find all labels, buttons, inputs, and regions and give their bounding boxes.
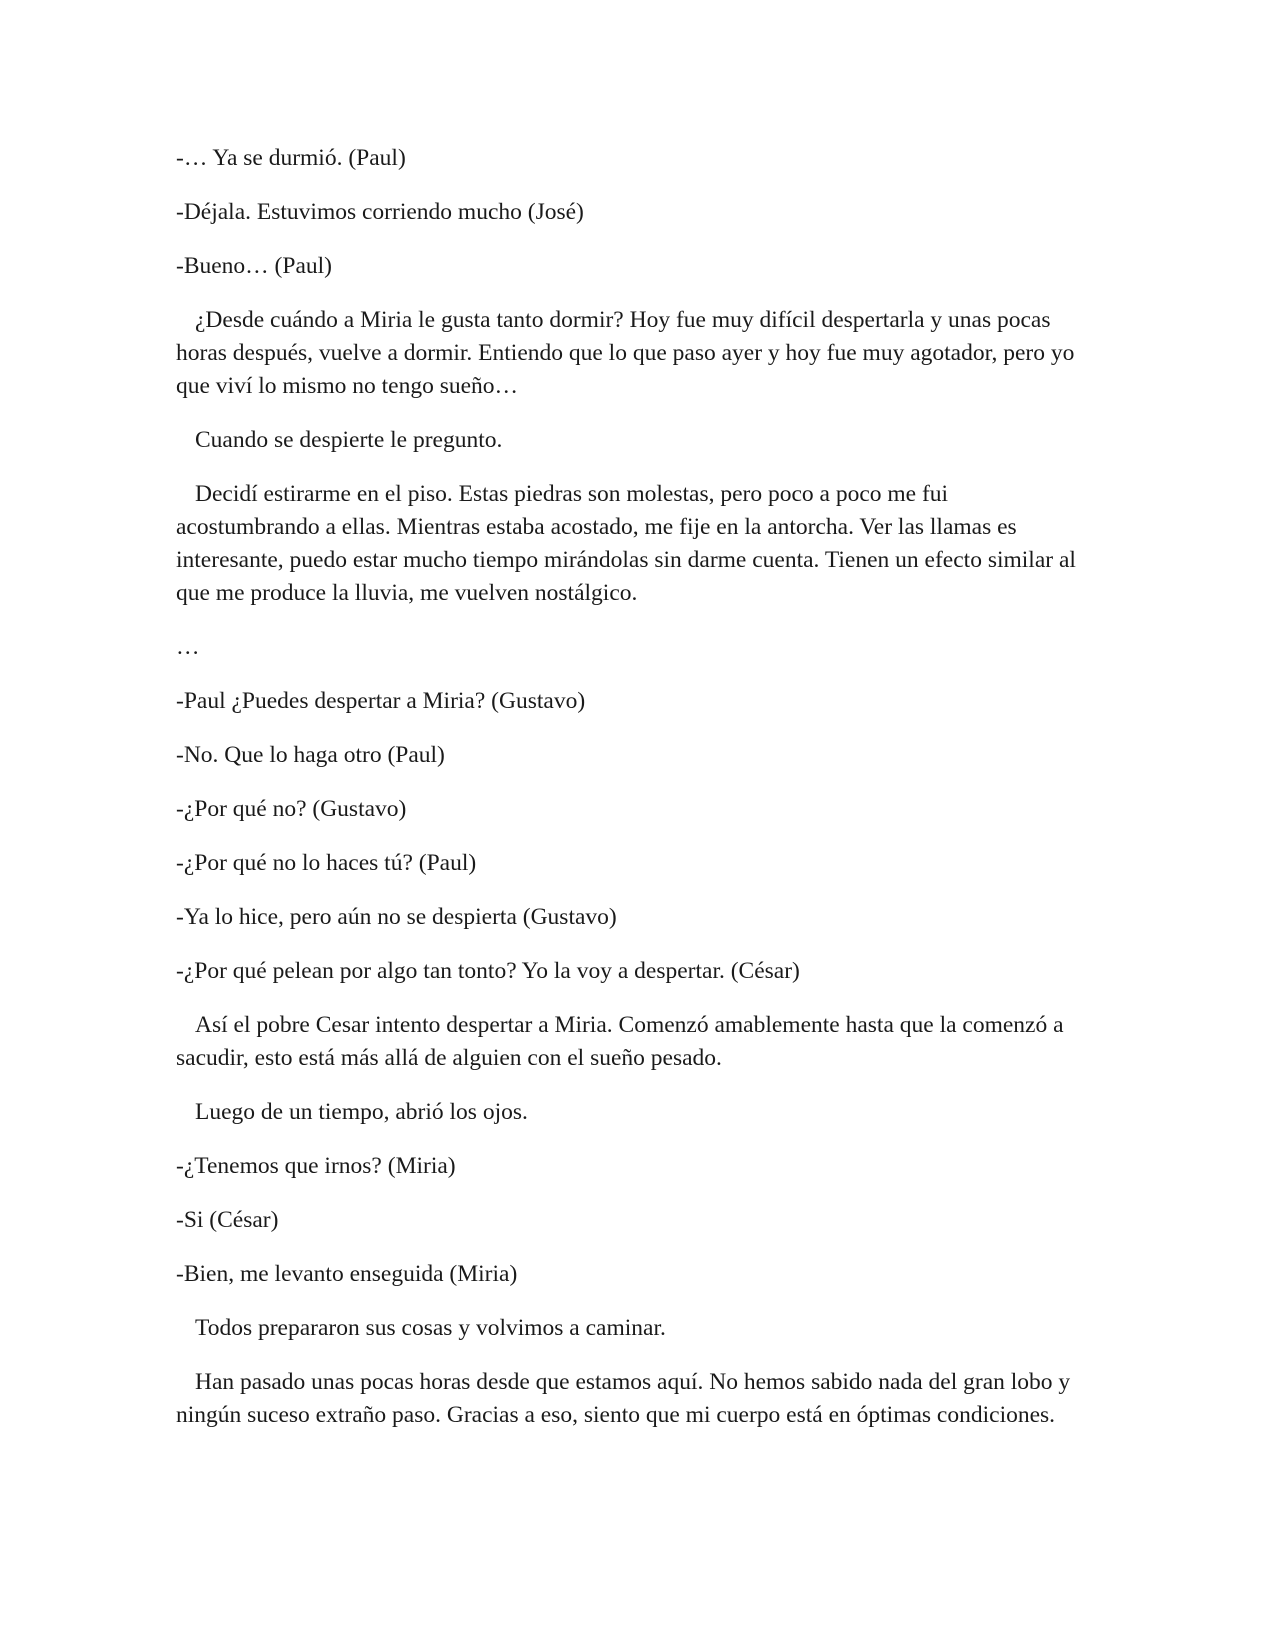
dialogue-line: -Déjala. Estuvimos corriendo mucho (José) (176, 199, 584, 225)
dialogue-line: -No. Que lo haga otro (Paul) (176, 742, 445, 768)
document-page (176, 142, 1091, 1453)
dialogue-line: -Si (César) (176, 1207, 279, 1233)
dialogue-line: -¿Por qué no lo haces tú? (Paul) (176, 850, 477, 876)
scene-break: … (176, 634, 200, 660)
dialogue-line: -¿Por qué no? (Gustavo) (176, 796, 407, 822)
narrative-paragraph: Cuando se despierte le pregunto. (195, 427, 503, 453)
narrative-paragraph: Decidí estirarme en el piso. Estas piedras son molestas, pero poco a poco me fui acostumbrando a ellas. Mientras estaba acostado, me fije en la antorcha. Ver las llamas es interesante, puedo estar mucho tiempo mirándolas sin darme cuenta. Tienen un efecto similar al que me produce la lluvia, me vuelven nostálgico. (176, 481, 1076, 606)
dialogue-line: -Paul ¿Puedes despertar a Miria? (Gustavo) (176, 688, 586, 714)
narrative-paragraph: Todos prepararon sus cosas y volvimos a caminar. (195, 1315, 666, 1341)
narrative-paragraph: Luego de un tiempo, abrió los ojos. (195, 1099, 528, 1125)
dialogue-line: -¿Por qué pelean por algo tan tonto? Yo la voy a despertar. (César) (176, 958, 800, 984)
dialogue-line: -Bueno… (Paul) (176, 253, 332, 279)
narrative-paragraph: ¿Desde cuándo a Miria le gusta tanto dormir? Hoy fue muy difícil despertarla y unas pocas horas después, vuelve a dormir. Entiendo que lo que paso ayer y hoy fue muy agotador, pero yo que viví lo mismo no tengo sueño… (176, 307, 1075, 399)
dialogue-line: -¿Tenemos que irnos? (Miria) (176, 1153, 456, 1179)
narrative-paragraph: Así el pobre Cesar intento despertar a Miria. Comenzó amablemente hasta que la comenzó a sacudir, esto está más allá de alguien con el sueño pesado. (176, 1012, 1064, 1071)
dialogue-line: -… Ya se durmió. (Paul) (176, 145, 406, 171)
dialogue-line: -Ya lo hice, pero aún no se despierta (Gustavo) (176, 904, 617, 930)
narrative-paragraph: Han pasado unas pocas horas desde que estamos aquí. No hemos sabido nada del gran lobo y ningún suceso extraño paso. Gracias a eso, siento que mi cuerpo está en óptimas condiciones. (176, 1369, 1071, 1428)
dialogue-line: -Bien, me levanto enseguida (Miria) (176, 1261, 518, 1287)
